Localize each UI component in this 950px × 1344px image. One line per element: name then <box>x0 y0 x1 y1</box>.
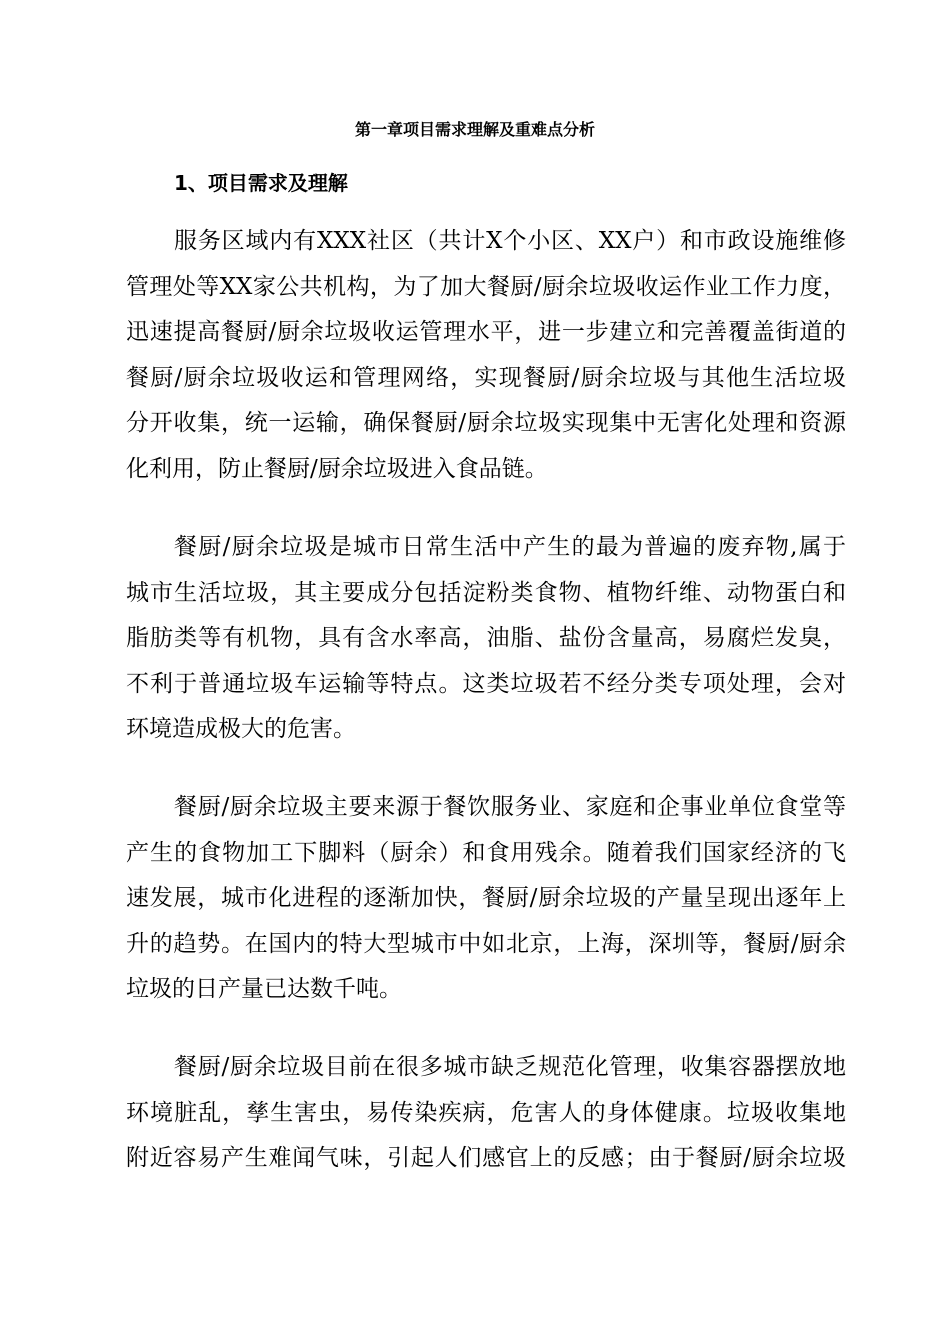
paragraph-line: 管理处等XX家公共机构，为了加大餐厨/厨余垃圾收运作业工作力度， <box>126 273 846 300</box>
paragraph-line: 迅速提高餐厨/厨余垃圾收运管理水平，进一步建立和完善覆盖街道的 <box>126 319 846 346</box>
paragraph-line: 脂肪类等有机物，具有含水率高，油脂、盐份含量高，易腐烂发臭， <box>126 625 846 652</box>
paragraph-line: 不利于普通垃圾车运输等特点。这类垃圾若不经分类专项处理，会对 <box>126 670 846 697</box>
section-title: 1、项目需求及理解 <box>174 171 348 195</box>
paragraph-waste-definition <box>126 525 846 753</box>
paragraph-line: 升的趋势。在国内的特大型城市中如北京，上海，深圳等，餐厨/厨余 <box>126 930 846 957</box>
paragraph-waste-sources <box>126 785 846 1013</box>
chapter-title: 第一章项目需求理解及重难点分析 <box>354 120 595 139</box>
paragraph-line: 餐厨/厨余垃圾主要来源于餐饮服务业、家庭和企事业单位食堂等 <box>174 794 846 820</box>
paragraph-line: 附近容易产生难闻气味，引起人们感官上的反感；由于餐厨/厨余垃圾 <box>126 1145 846 1172</box>
paragraph-line: 化利用，防止餐厨/厨余垃圾进入食品链。 <box>126 455 548 482</box>
paragraph-line: 环境造成极大的危害。 <box>126 716 356 743</box>
paragraph-line: 餐厨/厨余垃圾收运和管理网络，实现餐厨/厨余垃圾与其他生活垃圾 <box>126 364 846 391</box>
paragraph-management-issues <box>126 1045 846 1182</box>
paragraph-line: 产生的食物加工下脚料（厨余）和食用残余。随着我们国家经济的飞 <box>126 839 846 866</box>
paragraph-line: 环境脏乱，孳生害虫，易传染疾病，危害人的身体健康。垃圾收集地 <box>126 1099 846 1126</box>
paragraph-line: 分开收集，统一运输，确保餐厨/厨余垃圾实现集中无害化处理和资源 <box>126 410 846 437</box>
paragraph-service-area <box>126 219 846 493</box>
paragraph-line: 速发展，城市化进程的逐渐加快，餐厨/厨余垃圾的产量呈现出逐年上 <box>126 885 846 912</box>
paragraph-line: 服务区域内有XXX社区（共计X个小区、XX户）和市政设施维修 <box>174 228 846 254</box>
paragraph-line: 垃圾的日产量已达数千吨。 <box>126 976 402 1003</box>
paragraph-line: 餐厨/厨余垃圾目前在很多城市缺乏规范化管理，收集容器摆放地 <box>174 1054 846 1080</box>
paragraph-line: 城市生活垃圾，其主要成分包括淀粉类食物、植物纤维、动物蛋白和 <box>126 579 846 606</box>
paragraph-line: 餐厨/厨余垃圾是城市日常生活中产生的最为普遍的废弃物,属于 <box>174 534 846 560</box>
